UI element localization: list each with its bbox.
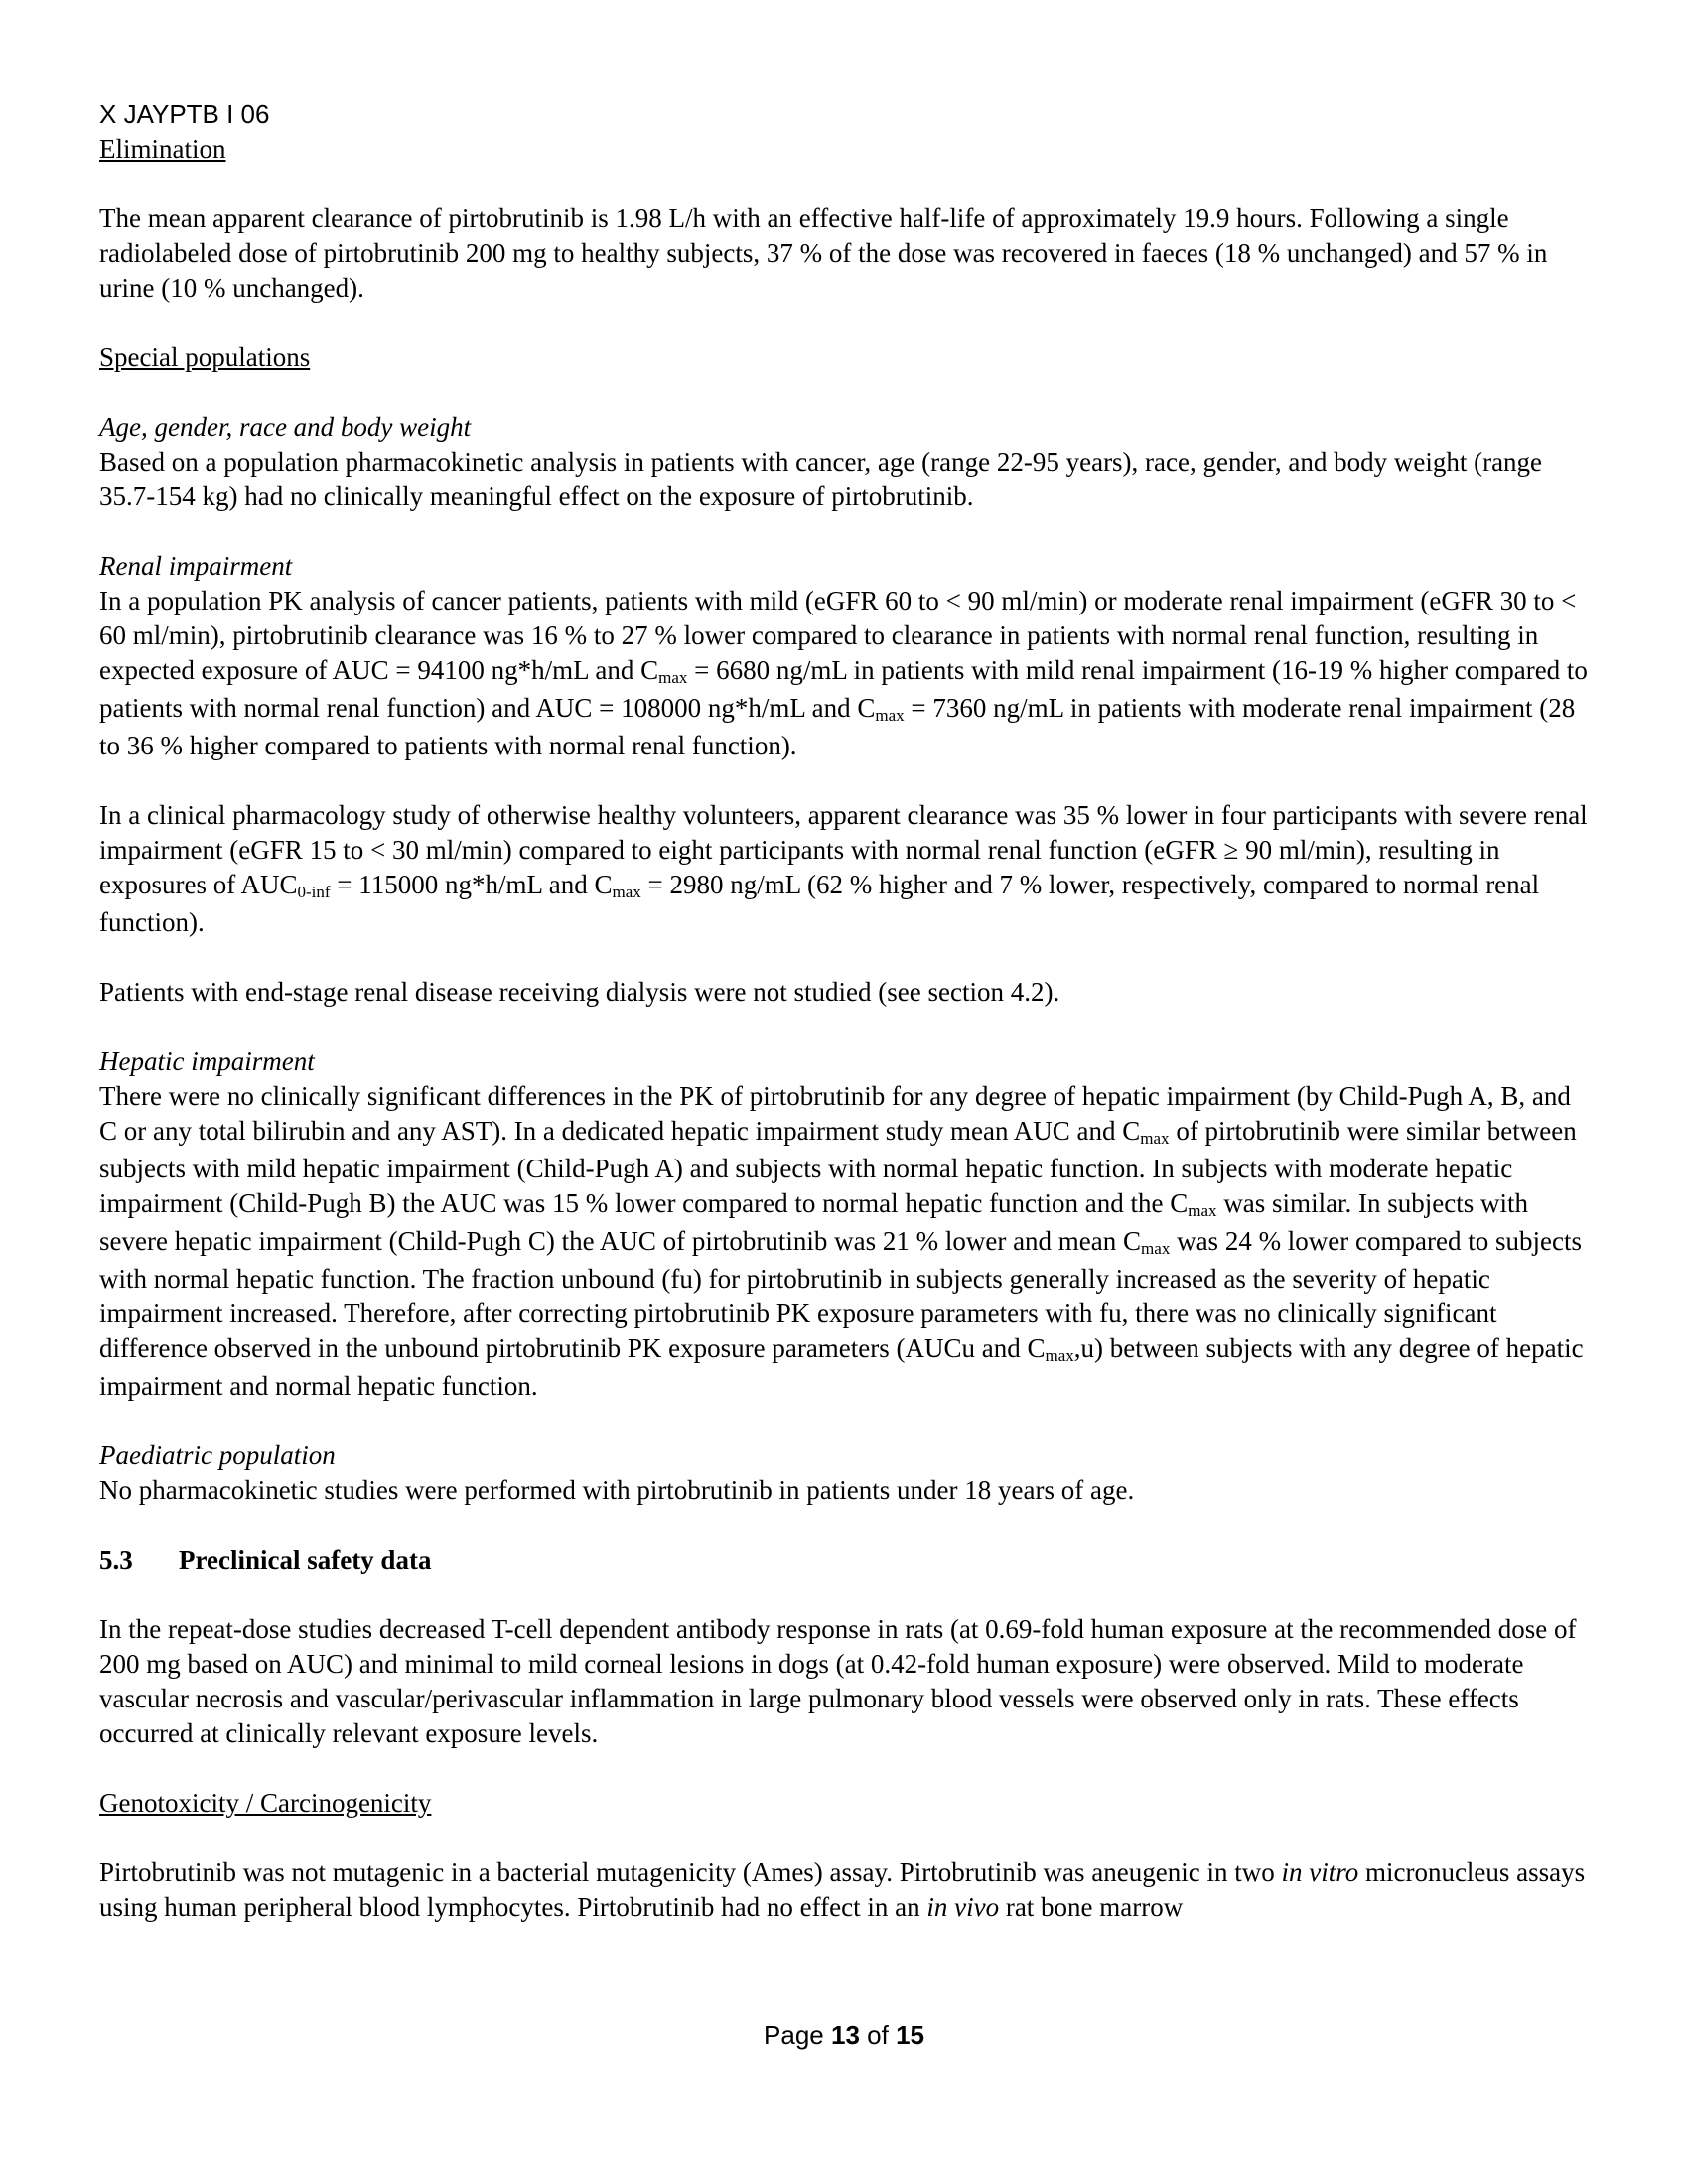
elimination-heading: Elimination	[99, 134, 226, 164]
page-footer: Page 13 of 15	[764, 2020, 924, 2050]
age-gender-heading: Age, gender, race and body weight	[99, 412, 472, 442]
renal-paragraph-2: In a clinical pharmacology study of otherwise healthy volunteers, apparent clearance was 35 % lower in four participants with severe renal impairment (eGFR 15 to < 30 ml/min) compared to eight participants with normal renal function (eGFR ≥ 90 ml/min), resulting in exposures of $AUC_{0-inf} = 115000$ ng*h/mL and $C_{max} = 2980$ ng/mL (62 % higher and 7 % lower, respectively, compared to normal renal function).	[99, 800, 1588, 937]
genotoxicity-heading: Genotoxicity / Carcinogenicity	[99, 1788, 432, 1818]
age-gender-paragraph: Based on a population pharmacokinetic analysis in patients with cancer, age (range 22-95 years), race, gender, and body weight (range 35.7-154 kg) had no clinically meaningful effect on the exposure of pirtobrutinib.	[99, 447, 1543, 511]
preclinical-paragraph: In the repeat-dose studies decreased T-cell dependent antibody response in rats (at 0.69-fold human exposure at the recommended dose of 200 mg based on AUC) and minimal to mild corneal lesions in dogs (at 0.42-fold human exposure) were observed. Mild to moderate vascular necrosis and vascular/perivascular inflammation in large pulmonary blood vessels were observed only in rats. These effects occurred at clinically relevant exposure levels.	[99, 1614, 1577, 1748]
page-total: 15	[896, 2020, 924, 2050]
renal-impairment-heading: Renal impairment	[99, 551, 293, 581]
paediatric-heading: Paediatric population	[99, 1440, 336, 1470]
section-5-3-heading	[99, 1543, 1589, 1577]
genotoxicity-paragraph: Pirtobrutinib was not mutagenic in a bacterial mutagenicity (Ames) assay. Pirtobrutinib was aneugenic in two in vitro micronucleus assays using human peripheral blood lymphocytes. Pirtobrutinib had no effect in an in vivo rat bone marrow	[99, 1857, 1586, 1922]
elimination-paragraph: The mean apparent clearance of pirtobrutinib is 1.98 L/h with an effective half-life of approximately 19.9 hours. Following a single radiolabeled dose of pirtobrutinib 200 mg to healthy subjects, 37 % of the dose was recovered in faeces (18 % unchanged) and 57 % in urine (10 % unchanged).	[99, 204, 1548, 303]
renal-paragraph-1: In a population PK analysis of cancer patients, patients with mild (eGFR 60 to < 90 ml/min) or moderate renal impairment (eGFR 30 to < 60 ml/min), pirtobrutinib clearance was 16 % to 27 % lower compared to clearance in patients with normal renal function, resulting in expected exposure of AUC = 94100 ng*h/mL and $C_{max} = 6680$ ng/mL in patients with mild renal impairment (16-19 % higher compared to patients with normal renal function) and AUC = 108000 ng*h/mL and $C_{max} = 7360$ ng/mL in patients with moderate renal impairment (28 to 36 % higher compared to patients with normal renal function).	[99, 586, 1588, 760]
page-number: 13	[830, 2020, 860, 2050]
section-number: 5.3	[99, 1545, 133, 1574]
hepatic-impairment-heading: Hepatic impairment	[99, 1046, 315, 1076]
special-populations-heading: Special populations	[99, 342, 311, 372]
renal-paragraph-3: Patients with end-stage renal disease receiving dialysis were not studied (see section 4.2).	[99, 977, 1060, 1007]
document-code: X JAYPTB I 06	[99, 99, 270, 129]
section-title: Preclinical safety data	[179, 1545, 432, 1574]
paediatric-paragraph: No pharmacokinetic studies were performed with pirtobrutinib in patients under 18 years of age.	[99, 1475, 1135, 1505]
hepatic-paragraph: There were no clinically significant differences in the PK of pirtobrutinib for any degree of hepatic impairment (by Child-Pugh A, B, and C or any total bilirubin and any AST). In a dedicated hepatic impairment study mean AUC and $C_{max}$ of pirtobrutinib were similar between subjects with mild hepatic impairment (Child-Pugh A) and subjects with normal hepatic function. In subjects with moderate hepatic impairment (Child-Pugh B) the AUC was 15 % lower compared to normal hepatic function and the $C_{max}$ was similar. In subjects with severe hepatic impairment (Child-Pugh C) the AUC of pirtobrutinib was 21 % lower and mean $C_{max}$ was 24 % lower compared to subjects with normal hepatic function. The fraction unbound (fu) for pirtobrutinib in subjects generally increased as the severity of hepatic impairment increased. Therefore, after correcting pirtobrutinib PK exposure parameters with fu, there was no clinically significant difference observed in the unbound pirtobrutinib PK exposure parameters (AUCu and $C_{max},u$) between subjects with any degree of hepatic impairment and normal hepatic function.	[99, 1081, 1584, 1401]
page-content	[99, 97, 1589, 1925]
